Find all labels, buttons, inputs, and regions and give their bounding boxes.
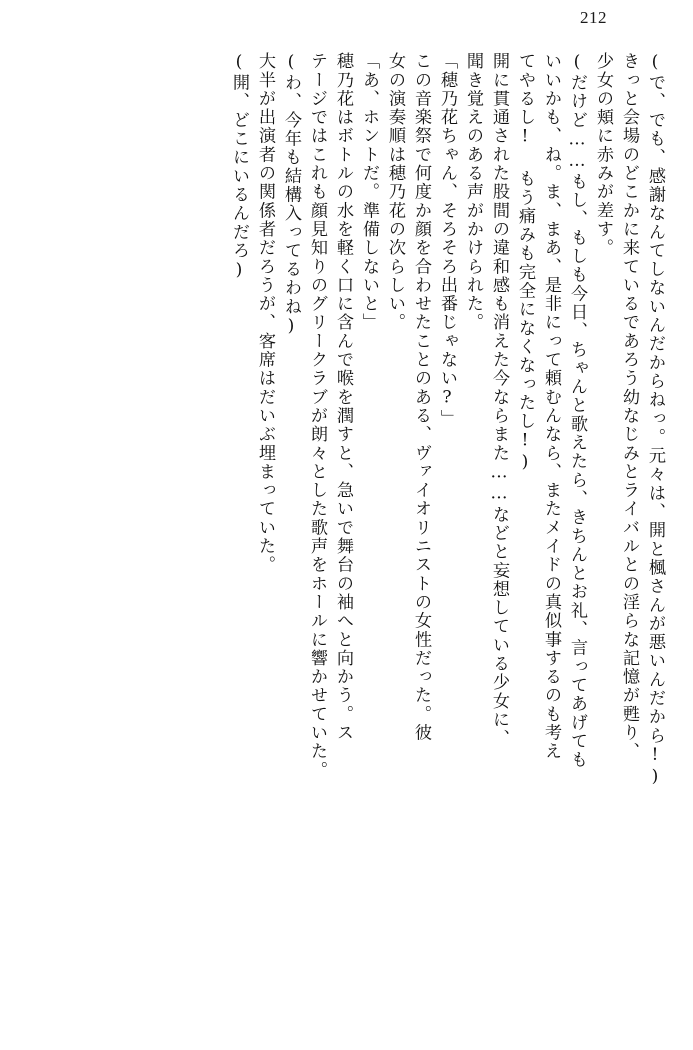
text-line: 女の演奏順は穂乃花の次らしい。 — [385, 52, 405, 332]
text-line: きっと会場のどこかに来ているであろう幼なじみとライバルとの淫らな記憶が甦り、 — [619, 52, 639, 761]
text-line: 聞き覚えのある声がかけられた。 — [463, 52, 483, 332]
body-text — [34, 52, 663, 992]
text-line: (で、でも、感謝なんてしないんだからねっ。元々は、開と楓さんが悪いんだから!) — [645, 52, 665, 788]
text-line: (だけど……もし、もしも今日、ちゃんと歌えたら、きちんとお礼、言ってあげても — [567, 52, 587, 770]
page-number: 212 — [580, 8, 607, 27]
text-line: 穂乃花はボトルの水を軽く口に含んで喉を潤すと、急いで舞台の袖へと向かう。ス — [333, 52, 353, 743]
text-line: テージではこれも顔見知りのグリークラブが朗々とした歌声をホールに響かせていた。 — [307, 52, 327, 780]
text-line: 開に貫通された股間の違和感も消えた今ならまた……などと妄想している少女に、 — [489, 52, 509, 748]
text-line: 「あ、ホントだ。準備しないと」 — [359, 52, 379, 332]
text-line: 「穂乃花ちゃん、そろそろ出番じゃない?」 — [437, 52, 457, 428]
text-line: 大半が出演者の関係者だろうが、客席はだいぶ埋まっていた。 — [255, 52, 275, 575]
text-line: てやるし! もう痛みも完全になくなったし!) — [515, 52, 535, 474]
text-line: 少女の頬に赤みが差す。 — [593, 52, 613, 258]
text-line: いいかも、ね。ま、まあ、是非にって頼むんなら、またメイドの真似事するのも考え — [541, 52, 561, 761]
text-line: (開、どこにいるんだろ) — [229, 52, 249, 282]
text-line: この音楽祭で何度か顔を合わせたことのある、ヴァイオリニストの女性だった。彼 — [411, 52, 431, 743]
text-line: (わ、今年も結構入ってるわね) — [281, 52, 301, 338]
